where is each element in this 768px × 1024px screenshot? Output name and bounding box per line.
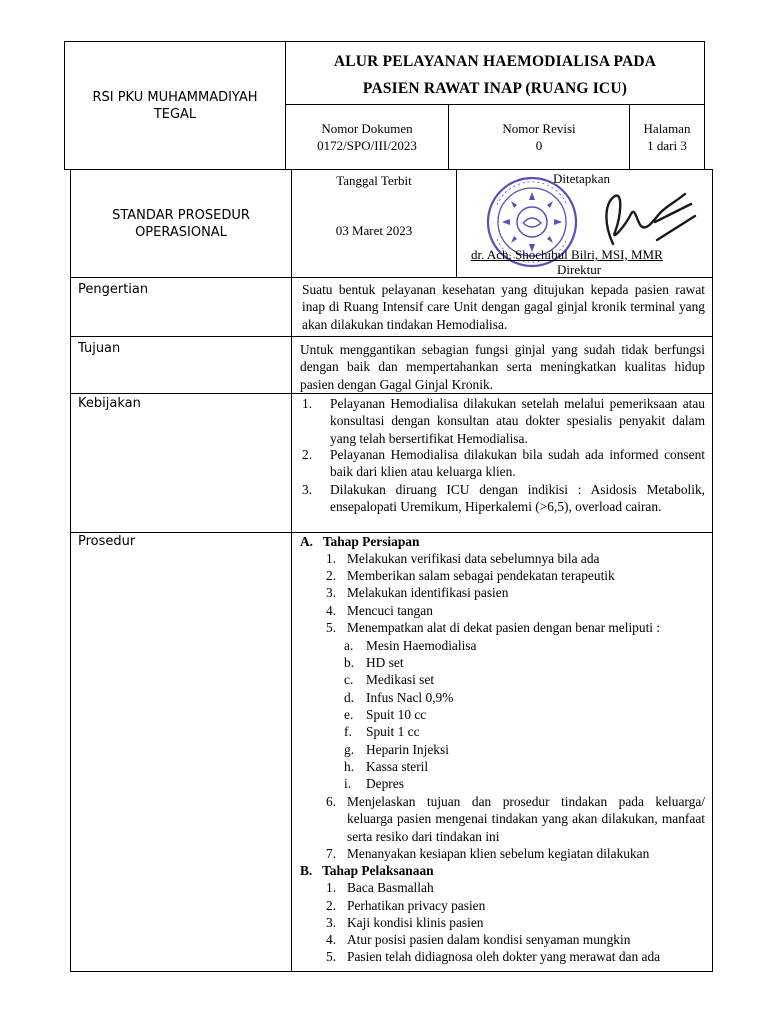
hospital-name: RSI PKU MUHAMMADIYAH TEGAL [92,89,258,122]
kebijakan-item-2-text: Pelayanan Hemodialisa dilakukan bila sudah ada informed consent baik dari klien atau keluarga klien. [330,447,705,480]
a-item-5-text: Menempatkan alat di dekat pasien dengan benar meliputi : [347,620,661,635]
b-item-1-num: 1. [326,880,337,895]
issue-date-value: 03 Maret 2023 [335,223,413,238]
issue-date-cell [291,169,457,278]
document-title-line2: PASIEN RAWAT INAP (RUANG ICU) [362,80,628,97]
tool-b-text: HD set [366,655,404,670]
b-item-3-num: 3. [326,915,337,930]
b-item-5-num: 5. [326,949,337,964]
pengertian-text: Suatu bentuk pelayanan kesehatan yang ditujukan kepada pasien rawat inap di Ruang Intensif care Unit dengan gagal ginjal kronik terminal yang akan dilakukan tindakan Hemodialisa. [302,282,705,332]
a-item-3-text: Melakukan identifikasi pasien [347,585,509,600]
kebijakan-item-3-num: 3. [302,482,313,497]
revision-cell [448,104,630,170]
b-item-3-text: Kaji kondisi klinis pasien [347,915,484,930]
a-item-1-text: Melakukan verifikasi data sebelumnya bila ada [347,551,600,566]
kebijakan-label: Kebijakan [78,396,141,411]
tool-g-letter: g. [344,742,355,757]
pengertian-label: Pengertian [78,282,149,297]
kebijakan-item-1-text: Pelayanan Hemodialisa dilakukan setelah melalui pemeriksaan atau konsultasi dengan konsultan atau dokter spesialis penyakit dalam yang telah bersertifikat Hemodialisa. [330,396,705,446]
tool-c-letter: c. [344,672,354,687]
kebijakan-item-2-num: 2. [302,447,313,462]
tujuan-label: Tujuan [78,341,121,356]
a-item-4-text: Mencuci tangan [347,603,433,618]
tool-h-letter: h. [344,759,355,774]
signer-title: Direktur [557,262,602,277]
tujuan-text: Untuk menggantikan sebagian fungsi ginjal yang sudah tidak berfungsi dengan baik dan mempertahankan serta meningkatkan kualitas hidup pasien dengan Gagal Ginjal Kronik. [300,342,705,392]
section-a-heading: A. Tahap Persiapan [300,534,420,549]
section-b-heading: B. Tahap Pelaksanaan [300,863,434,878]
tool-d-letter: d. [344,690,355,705]
a-item-7-text: Menanyakan kesiapan klien sebelum kegiatan dilakukan [347,846,650,861]
signer-name: dr. Ach. Shochibul Bilri, MSI, MMR [471,247,663,262]
prosedur-label-cell [70,532,292,972]
tool-b-letter: b. [344,655,355,670]
document-number-value: 0172/SPO/III/2023 [317,138,417,153]
tool-i-text: Depres [366,776,404,791]
document-title-cell [285,41,705,105]
b-item-4-text: Atur posisi pasien dalam kondisi senyaman mungkin [347,932,631,947]
approved-label: Ditetapkan [553,171,611,186]
tool-c-text: Medikasi set [366,672,435,687]
b-item-4-num: 4. [326,932,337,947]
a-item-6-text: Menjelaskan tujuan dan prosedur tindakan pada keluarga/ keluarga pasien mengenai tindakan yang akan dilakukan, manfaat serta resiko dari tindakan ini [347,794,705,844]
hospital-name-cell [64,41,286,170]
revision-value: 0 [535,138,543,153]
tool-f-text: Spuit 1 cc [366,724,420,739]
document-number-label: Nomor Dokumen [321,121,413,136]
kebijakan-item-1-num: 1. [302,396,313,411]
issue-date-label: Tanggal Terbit [336,173,412,188]
sop-label-cell [70,169,292,278]
a-item-6-num: 6. [326,794,337,809]
kebijakan-item-3-text: Dilakukan diruang ICU dengan indikisi : Asidosis Metabolik, ensepalopati Uremikum, Hiperkalemi (>6,5), overload cairan. [330,482,705,515]
prosedur-label: Prosedur [78,534,136,549]
page-number-cell [629,104,705,170]
a-item-2-text: Memberikan salam sebagai pendekatan terapeutik [347,568,615,583]
a-item-5-num: 5. [326,620,337,635]
a-item-7-num: 7. [326,846,337,861]
b-item-2-text: Perhatikan privacy pasien [347,898,486,913]
b-item-5-text: Pasien telah didiagnosa oleh dokter yang merawat dan ada [347,949,661,964]
tool-h-text: Kassa steril [366,759,429,774]
document-number-cell [285,104,449,170]
tool-e-letter: e. [344,707,354,722]
tool-a-text: Mesin Haemodialisa [366,638,477,653]
revision-label: Nomor Revisi [502,121,576,136]
sop-label: STANDAR PROSEDUR OPERASIONAL [112,207,250,240]
document-title-line1: ALUR PELAYANAN HAEMODIALISA PADA [333,53,657,70]
page-value: 1 dari 3 [647,138,687,153]
b-item-2-num: 2. [326,898,337,913]
b-item-1-text: Baca Basmallah [347,880,434,895]
tool-g-text: Heparin Injeksi [366,742,449,757]
tool-f-letter: f. [344,724,352,739]
tool-d-text: Infus Nacl 0,9% [366,690,454,705]
approval-cell [456,169,713,278]
page-label: Halaman [643,121,691,136]
a-item-4-num: 4. [326,603,337,618]
tool-i-letter: i. [344,776,352,791]
a-item-2-num: 2. [326,568,337,583]
a-item-3-num: 3. [326,585,337,600]
tool-e-text: Spuit 10 cc [366,707,427,722]
kebijakan-label-cell [70,393,292,533]
tool-a-letter: a. [344,638,354,653]
a-item-1-num: 1. [326,551,337,566]
